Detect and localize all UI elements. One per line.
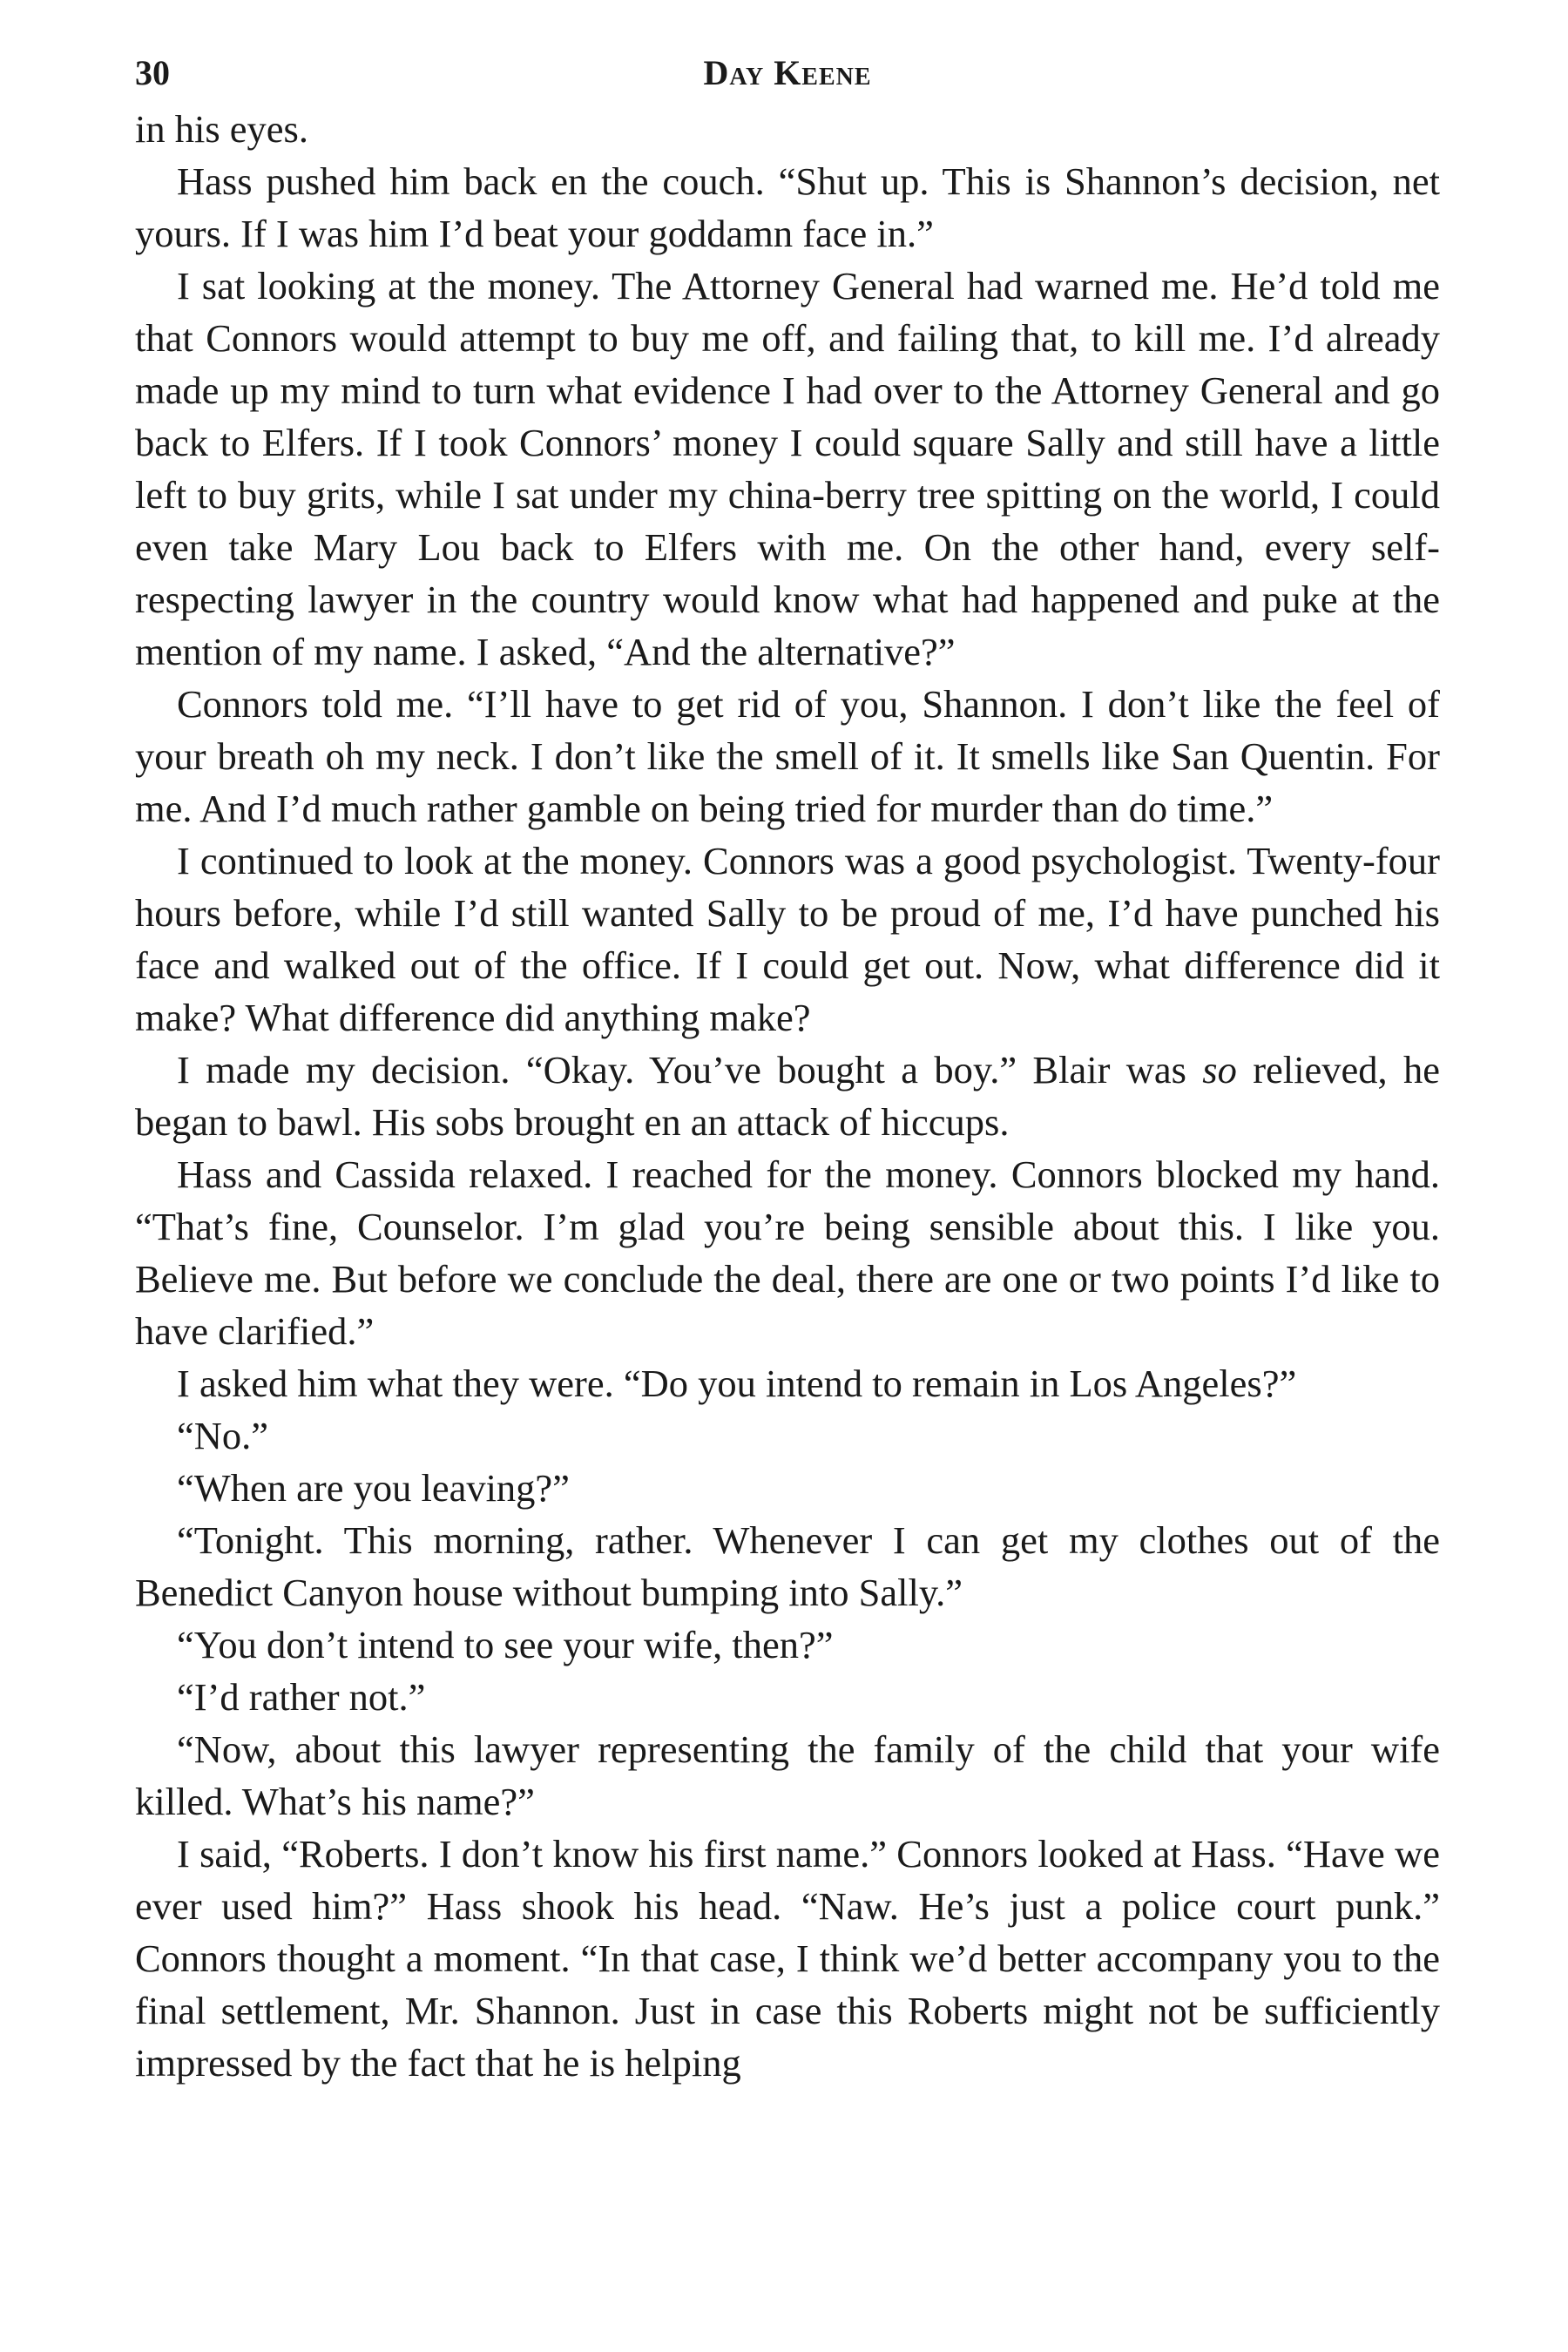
paragraph xyxy=(135,1044,1440,1148)
paragraph: in his eyes. xyxy=(135,107,308,151)
paragraph: “I’d rather not.” xyxy=(177,1675,426,1719)
page-number: 30 xyxy=(135,53,170,92)
paragraph: I sat looking at the money. The Attorney General had warned me. He’d told me that Connors would attempt to buy me off, and failing that, to kill me. I’d already made up my mind to turn what evidence I had over to the Attorney General and go back to Elfers. If I took Connors’ money I could square Sally and still have a little left to buy grits, while I sat under my china-berry tree spitting on the world, I could even take Mary Lou back to Elfers with me. On the other hand, every self-respecting lawyer in the country would know what had happened and puke at the mention of my name. I asked, “And the alternative?” xyxy=(135,264,1440,673)
emphasized-word: so xyxy=(1202,1048,1237,1092)
paragraph: I continued to look at the money. Connors was a good psychologist. Twenty-four hours before, while I’d still wanted Sally to be proud of me, I’d have punched his face and walked out of the office. If I could get out. Now, what difference did it make? What difference did anything make? xyxy=(135,839,1440,1039)
paragraph-text: relieved, he began to bawl. His sobs brought en an attack of hiccups. xyxy=(135,1048,1440,1144)
paragraph-text: I made my decision. “Okay. You’ve bought a boy.” Blair was xyxy=(177,1048,1203,1092)
running-head xyxy=(135,42,1440,103)
running-title: Day Keene xyxy=(703,53,872,92)
paragraph: Connors told me. “I’ll have to get rid of you, Shannon. I don’t like the feel of your breath oh my neck. I don’t like the smell of it. It smells like San Quentin. For me. And I’d much rather gamble on being tried for murder than do time.” xyxy=(135,682,1440,830)
paragraph: “You don’t intend to see your wife, then?” xyxy=(177,1623,834,1666)
paragraph: I said, “Roberts. I don’t know his first name.” Connors looked at Hass. “Have we ever used him?” Hass shook his head. “Naw. He’s just a police court punk.” Connors thought a moment. “In that case, I think we’d better accompany you to the final settlement, Mr. Shannon. Just in case this Roberts might not be sufficiently impressed by the fact that he is helping xyxy=(135,1832,1440,2085)
paragraph: I asked him what they were. “Do you intend to remain in Los Angeles?” xyxy=(177,1362,1297,1405)
paragraph: “Tonight. This morning, rather. Whenever I can get my clothes out of the Benedict Canyon house without bumping into Sally.” xyxy=(135,1518,1440,1614)
paragraph: “No.” xyxy=(177,1414,269,1457)
paragraph: Hass pushed him back en the couch. “Shut up. This is Shannon’s decision, net yours. If I was him I’d beat your goddamn face in.” xyxy=(135,159,1440,255)
paragraph: “When are you leaving?” xyxy=(177,1466,570,1510)
body-text xyxy=(135,103,1440,2089)
book-page xyxy=(135,42,1440,2089)
paragraph: Hass and Cassida relaxed. I reached for the money. Connors blocked my hand. “That’s fine, Counselor. I’m glad you’re being sensible about this. I like you. Believe me. But before we conclude the deal, there are one or two points I’d like to have clarified.” xyxy=(135,1152,1440,1353)
paragraph: “Now, about this lawyer representing the family of the child that your wife killed. What’s his name?” xyxy=(135,1727,1440,1823)
